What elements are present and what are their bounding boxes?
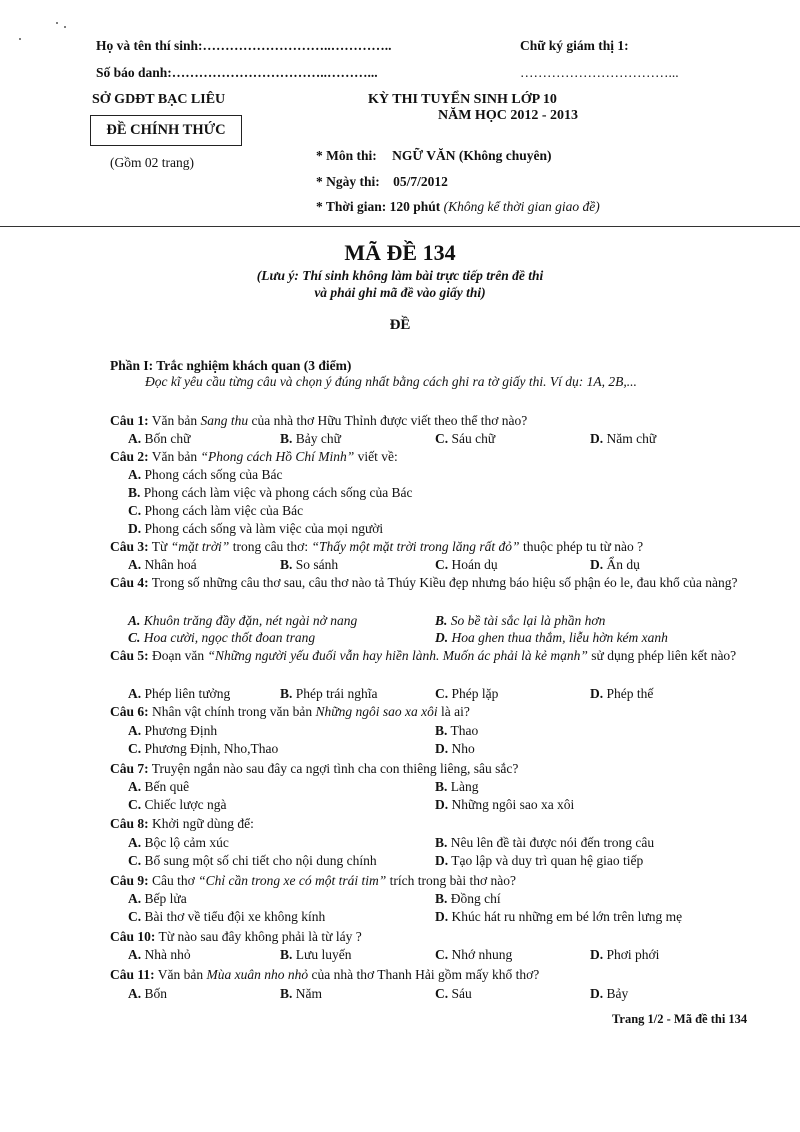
- answer-option-d: [435, 796, 574, 813]
- question-text: sử dụng phép liên kết nào?: [587, 648, 737, 663]
- question-number: Câu 9:: [110, 873, 149, 888]
- option-text: So sánh: [292, 557, 339, 572]
- question-text: Văn bản: [148, 449, 201, 464]
- candidate-number-line: [96, 65, 378, 81]
- part1-instruction: Đọc kĩ yêu cầu từng câu và chọn ý đúng nhất bằng cách ghi ra tờ giấy thi. Ví dụ: 1A, 2B,...: [145, 374, 637, 389]
- answer-option-a: [128, 612, 357, 629]
- answer-option-c: [128, 502, 303, 519]
- question-number: Câu 4:: [110, 575, 149, 590]
- option-text: Làng: [447, 779, 479, 794]
- answer-option-d: [435, 908, 682, 925]
- answer-option-a: [128, 430, 190, 447]
- option-letter: A.: [128, 431, 142, 446]
- question-text: trong câu thơ:: [229, 539, 312, 554]
- option-text: Phong cách làm việc của Bác: [141, 503, 304, 518]
- option-text: Bộc lộ cảm xúc: [141, 835, 229, 850]
- option-text: Chiếc lược ngà: [141, 797, 227, 812]
- option-text: Phép thế: [603, 686, 654, 701]
- option-text: Năm: [292, 986, 323, 1001]
- question-text: trích trong bài thơ nào?: [386, 873, 517, 888]
- answer-option-a: [128, 834, 229, 851]
- answer-option-d: [590, 685, 653, 702]
- question-text: của nhà thơ Hữu Thỉnh được viết theo thể thơ nào?: [248, 413, 528, 428]
- department-name: SỞ GDĐT BẠC LIÊU: [92, 92, 226, 107]
- answer-option-a: [128, 946, 191, 963]
- option-text: Phong cách sống của Bác: [141, 467, 283, 482]
- question-number: Câu 6:: [110, 704, 149, 719]
- option-letter: C.: [128, 503, 142, 518]
- question-stem: [110, 928, 760, 945]
- option-text: Bến quê: [141, 779, 190, 794]
- question-stem: [110, 966, 760, 983]
- question-text: của nhà thơ Thanh Hải gồm mấy khổ thơ?: [308, 967, 540, 982]
- option-letter: D.: [128, 521, 142, 536]
- option-letter: C.: [128, 741, 142, 756]
- option-letter: B.: [280, 986, 293, 1001]
- option-letter: C.: [435, 947, 449, 962]
- question-stem: [110, 815, 760, 832]
- option-text: So bề tài sắc lại là phần hơn: [447, 613, 606, 628]
- option-text: Bổ sung một số chi tiết cho nội dung chính: [141, 853, 377, 868]
- option-text: Khuôn trăng đầy đặn, nét ngài nở nang: [140, 613, 358, 628]
- answer-option-b: [435, 612, 605, 629]
- candidate-number-label: Số báo danh:: [96, 65, 172, 80]
- answer-option-c: [435, 946, 512, 963]
- scan-speck: [56, 22, 58, 24]
- official-exam-box: [90, 115, 242, 146]
- option-text: Nhớ nhung: [448, 947, 513, 962]
- option-letter: B.: [280, 557, 293, 572]
- answer-option-d: [435, 740, 475, 757]
- answer-option-b: [280, 430, 341, 447]
- option-text: Năm chữ: [603, 431, 657, 446]
- answer-option-b: [128, 484, 413, 501]
- option-letter: D.: [590, 986, 604, 1001]
- option-letter: B.: [280, 686, 293, 701]
- question-stem: [110, 703, 760, 720]
- option-text: Ẩn dụ: [603, 557, 640, 572]
- supervisor-signature-label: Chữ ký giám thị 1:: [520, 38, 629, 53]
- subject-value: NGỮ VĂN (Không chuyên): [392, 148, 552, 163]
- answer-option-d: [435, 629, 668, 646]
- option-letter: C.: [435, 686, 449, 701]
- exam-title-line1: KỲ THI TUYỂN SINH LỚP 10: [368, 92, 557, 107]
- option-letter: A.: [128, 947, 142, 962]
- option-text: Khúc hát ru những em bé lớn trên lưng mẹ: [448, 909, 683, 924]
- option-text: Hoa cười, ngọc thốt đoan trang: [140, 630, 316, 645]
- answer-option-a: [128, 556, 197, 573]
- question-text: “Những người yếu đuối vẫn hay hiền lành. Muốn ác phải là kẻ mạnh”: [207, 648, 588, 663]
- option-text: Sáu: [448, 986, 472, 1001]
- answer-option-a: [128, 985, 167, 1002]
- answer-option-d: [590, 556, 640, 573]
- time-line: [316, 199, 600, 215]
- question-text: “Chỉ cần trong xe có một trái tim”: [198, 873, 387, 888]
- option-letter: A.: [128, 891, 142, 906]
- exam-note-line2: và phải ghi mã đề vào giấy thi): [314, 285, 486, 300]
- answer-option-b: [280, 946, 351, 963]
- answer-option-a: [128, 722, 217, 739]
- answer-option-b: [280, 556, 338, 573]
- option-text: Nho: [448, 741, 475, 756]
- option-text: Phép liên tưởng: [141, 686, 231, 701]
- question-number: Câu 7:: [110, 761, 149, 776]
- option-text: Đồng chí: [447, 891, 501, 906]
- option-letter: B.: [128, 485, 141, 500]
- option-text: Thao: [447, 723, 479, 738]
- option-text: Hoán dụ: [448, 557, 498, 572]
- question-text: Từ: [148, 539, 171, 554]
- question-text: “Thấy một mặt trời trong lăng rất đỏ”: [311, 539, 520, 554]
- question-text: thuộc phép tu từ nào ?: [519, 539, 644, 554]
- candidate-name-dots: ………………………..…………..: [202, 38, 392, 53]
- subject-label: * Môn thi:: [316, 148, 377, 163]
- pages-note: (Gồm 02 trang): [110, 155, 194, 170]
- answer-option-b: [435, 834, 654, 851]
- option-text: Bốn chữ: [141, 431, 191, 446]
- option-text: Nêu lên đề tài được nói đến trong câu: [447, 835, 655, 850]
- option-letter: C.: [435, 431, 449, 446]
- option-letter: D.: [435, 853, 449, 868]
- answer-option-d: [590, 430, 656, 447]
- page-footer: Trang 1/2 - Mã đề thi 134: [612, 1012, 748, 1026]
- supervisor-signature-dots: ……………………………...: [520, 65, 679, 80]
- answer-option-a: [128, 685, 230, 702]
- option-letter: D.: [435, 741, 449, 756]
- question-text: Văn bản: [154, 967, 207, 982]
- option-text: Hoa ghen thua thắm, liễu hờn kém xanh: [448, 630, 668, 645]
- question-text: “mặt trời”: [170, 539, 230, 554]
- answer-option-c: [435, 556, 498, 573]
- option-text: Bài thơ về tiểu đội xe không kính: [141, 909, 326, 924]
- answer-option-b: [435, 722, 478, 739]
- exam-code-title: MÃ ĐỀ 134: [344, 240, 456, 265]
- option-text: Bếp lửa: [141, 891, 187, 906]
- option-text: Tạo lập và duy trì quan hệ giao tiếp: [448, 853, 644, 868]
- scan-speck: [19, 38, 21, 40]
- answer-option-c: [128, 908, 325, 925]
- option-text: Phép lặp: [448, 686, 499, 701]
- question-stem: [110, 538, 760, 555]
- option-text: Sáu chữ: [448, 431, 496, 446]
- option-letter: D.: [435, 630, 449, 645]
- answer-option-d: [590, 985, 628, 1002]
- scan-speck: [64, 26, 66, 28]
- question-text: Đoạn văn: [148, 648, 208, 663]
- answer-option-b: [280, 685, 378, 702]
- question-text: Nhân vật chính trong văn bản: [148, 704, 316, 719]
- option-letter: C.: [128, 909, 142, 924]
- option-letter: B.: [280, 431, 293, 446]
- option-letter: B.: [435, 779, 448, 794]
- option-text: Nhà nhỏ: [141, 947, 191, 962]
- option-text: Phong cách sống và làm việc của mọi người: [141, 521, 384, 536]
- option-letter: A.: [128, 986, 142, 1001]
- question-text: Câu thơ: [148, 873, 199, 888]
- answer-option-c: [128, 796, 226, 813]
- answer-option-c: [128, 629, 315, 646]
- question-text: Khởi ngữ dùng để:: [148, 816, 254, 831]
- question-text: Truyện ngắn nào sau đây ca ngợi tình cha con thiêng liêng, sâu sắc?: [148, 761, 519, 776]
- option-letter: A.: [128, 613, 141, 628]
- answer-option-d: [435, 852, 643, 869]
- question-text: Văn bản: [148, 413, 201, 428]
- exam-heading: ĐỀ: [389, 317, 411, 333]
- option-letter: C.: [128, 630, 141, 645]
- question-text: là ai?: [437, 704, 470, 719]
- answer-option-c: [435, 685, 498, 702]
- question-number: Câu 11:: [110, 967, 155, 982]
- answer-option-a: [128, 890, 187, 907]
- option-text: Bảy chữ: [292, 431, 341, 446]
- question-number: Câu 2:: [110, 449, 149, 464]
- option-text: Những ngôi sao xa xôi: [448, 797, 575, 812]
- answer-option-d: [128, 520, 383, 537]
- option-text: Bảy: [603, 986, 629, 1001]
- answer-option-c: [128, 852, 377, 869]
- candidate-name-label: Họ và tên thí sinh:: [96, 38, 203, 53]
- option-letter: B.: [435, 891, 448, 906]
- option-text: Phương Định: [141, 723, 218, 738]
- date-label: * Ngày thi:: [316, 174, 380, 189]
- option-letter: D.: [590, 947, 604, 962]
- question-text: Mùa xuân nho nhỏ: [206, 967, 309, 982]
- header-divider: [0, 226, 800, 227]
- option-text: Phong cách làm việc và phong cách sống của Bác: [140, 485, 413, 500]
- option-letter: D.: [435, 797, 449, 812]
- option-letter: D.: [590, 686, 604, 701]
- option-letter: D.: [590, 431, 604, 446]
- question-text: Từ nào sau đây không phải là từ láy ?: [155, 929, 362, 944]
- time-note: (Không kể thời gian giao đề): [443, 199, 600, 214]
- option-text: Lưu luyến: [292, 947, 352, 962]
- option-letter: D.: [590, 557, 604, 572]
- option-letter: A.: [128, 467, 142, 482]
- option-letter: B.: [435, 613, 448, 628]
- exam-title-line2: NĂM HỌC 2012 - 2013: [438, 108, 578, 123]
- candidate-name-line: [96, 38, 392, 54]
- option-text: Phương Định, Nho,Thao: [141, 741, 279, 756]
- option-text: Phép trái nghĩa: [292, 686, 378, 701]
- answer-option-c: [435, 430, 495, 447]
- option-letter: C.: [435, 986, 449, 1001]
- answer-option-b: [435, 890, 501, 907]
- option-letter: D.: [435, 909, 449, 924]
- answer-option-b: [280, 985, 322, 1002]
- option-letter: A.: [128, 779, 142, 794]
- answer-option-a: [128, 778, 189, 795]
- option-letter: A.: [128, 723, 142, 738]
- option-text: Phơi phới: [603, 947, 660, 962]
- question-number: Câu 8:: [110, 816, 149, 831]
- question-number: Câu 10:: [110, 929, 156, 944]
- answer-option-a: [128, 466, 282, 483]
- date-value: 05/7/2012: [393, 174, 448, 189]
- option-letter: C.: [435, 557, 449, 572]
- question-text: “Phong cách Hồ Chí Minh”: [200, 449, 355, 464]
- option-letter: B.: [280, 947, 293, 962]
- option-letter: A.: [128, 557, 142, 572]
- question-stem: [110, 872, 760, 889]
- question-stem: [110, 760, 760, 777]
- option-letter: C.: [128, 853, 142, 868]
- option-letter: B.: [435, 723, 448, 738]
- answer-option-b: [435, 778, 479, 795]
- option-text: Bốn: [141, 986, 168, 1001]
- date-line: [316, 174, 448, 190]
- option-text: Nhân hoá: [141, 557, 197, 572]
- option-letter: A.: [128, 835, 142, 850]
- question-text: Trong số những câu thơ sau, câu thơ nào tả Thúy Kiều đẹp nhưng báo hiệu số phận éo le, đau khổ của nàng?: [148, 575, 738, 590]
- question-stem: [110, 412, 760, 429]
- question-text: Sang thu: [200, 413, 249, 428]
- answer-option-d: [590, 946, 659, 963]
- question-number: Câu 5:: [110, 648, 149, 663]
- candidate-number-dots: ……………………………..………...: [171, 65, 378, 80]
- option-letter: B.: [435, 835, 448, 850]
- exam-note-line1: (Lưu ý: Thí sinh không làm bài trực tiếp trên đề thi: [256, 268, 544, 283]
- question-stem: [110, 448, 760, 465]
- option-letter: A.: [128, 686, 142, 701]
- answer-option-c: [435, 985, 472, 1002]
- option-letter: C.: [128, 797, 142, 812]
- time-label: * Thời gian: 120 phút: [316, 199, 441, 214]
- answer-option-c: [128, 740, 278, 757]
- part1-title: Phần I: Trắc nghiệm khách quan (3 điểm): [110, 358, 352, 373]
- subject-line: [316, 148, 552, 164]
- question-text: Những ngôi sao xa xôi: [315, 704, 438, 719]
- question-number: Câu 3:: [110, 539, 149, 554]
- question-stem: [110, 647, 760, 664]
- question-text: viết về:: [354, 449, 398, 464]
- question-number: Câu 1:: [110, 413, 149, 428]
- question-stem: [110, 574, 760, 591]
- official-exam-label: ĐỀ CHÍNH THỨC: [106, 122, 226, 138]
